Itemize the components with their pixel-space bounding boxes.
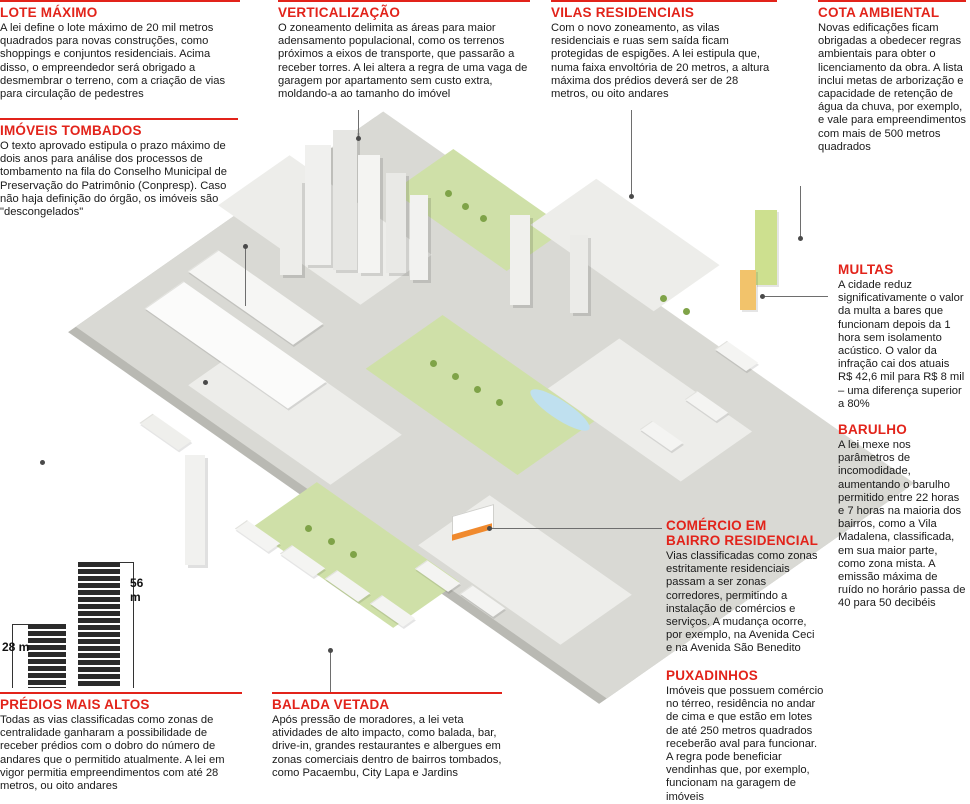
- height-label-28m: 28 m: [2, 640, 30, 654]
- callout-rule: [818, 0, 966, 2]
- office-tower: [510, 215, 530, 305]
- residential-tower: [358, 155, 380, 273]
- leader-dot-multas: [760, 294, 765, 299]
- callout-verticalizacao: [278, 0, 530, 101]
- tree: [305, 525, 312, 532]
- callout-multas: [838, 262, 966, 411]
- tree: [328, 538, 335, 545]
- leader-line-verticalizacao: [358, 110, 359, 138]
- leader-dot-imoveis: [203, 380, 208, 385]
- leader-line-cota: [800, 186, 801, 238]
- tree: [445, 190, 452, 197]
- leader-dot-cota: [798, 236, 803, 241]
- residential-tower: [280, 180, 302, 275]
- tree: [430, 360, 437, 367]
- leader-dot-vilas: [629, 194, 634, 199]
- tree: [462, 203, 469, 210]
- leader-line-comercio: [490, 528, 662, 529]
- leader-line-lote: [245, 246, 246, 306]
- callout-comercio-bairro-residencial: [666, 518, 820, 656]
- tree: [452, 373, 459, 380]
- callout-rule: [278, 0, 530, 2]
- residential-tower: [410, 195, 428, 280]
- leader-dot-predios: [40, 460, 45, 465]
- callout-rule: [0, 118, 238, 120]
- isolated-tower: [185, 455, 205, 565]
- tree: [496, 399, 503, 406]
- callout-title: BARULHO: [838, 422, 907, 437]
- callout-rule: [0, 692, 242, 694]
- tree: [683, 308, 690, 315]
- callout-title: VILAS RESIDENCIAIS: [551, 5, 695, 20]
- residential-tower: [305, 145, 331, 265]
- callout-body: Com o novo zoneamento, as vilas residenciais e ruas sem saída ficam protegidas de espigões. A lei estipula que, numa faixa envoltória de 20 metros, a altura máxima dos prédios deverá ser de 28 metros, ou oito andares: [551, 22, 770, 101]
- green-facade-building: [755, 210, 777, 285]
- callout-rule: [272, 692, 502, 694]
- callout-body: Todas as vias classificadas como zonas de centralidade ganharam a possibilidade de receber prédios com o dobro do número de andares que o permitido atualmente. A lei em vigor permitia empreendimentos com até 28 metros, ou oito andares: [0, 714, 225, 793]
- callout-body: A cidade reduz significativamente o valor da multa a bares que funcionam depois da 1 hora sem isolamento acústico. O valor da infração cai dos atuais R$ 42,6 mil para R$ 8 mil – uma diferença superior a 80%: [838, 279, 965, 410]
- building-28m-windows: [28, 624, 66, 688]
- leader-line-vilas: [631, 110, 632, 196]
- residential-tower: [333, 130, 357, 270]
- callout-balada-vetada: [272, 692, 502, 780]
- building-56m: [78, 562, 120, 688]
- callout-cota-ambiental: [818, 0, 966, 154]
- callout-body: Vias classificadas como zonas estritamente residenciais passam a ser zonas corredores, permitindo a instalação de comércios e serviços. A mudança ocorre, por exemplo, na Avenida Ceci e na Avenida São Benedito: [666, 550, 818, 655]
- office-tower: [570, 235, 588, 313]
- callout-body: Novas edificações ficam obrigadas a obedecer regras ambientais para obter o licenciamento da obra. A lista inclui metas de arborização e capacidade de retenção de água da chuva, por exemplo, e vale para empreendimentos com mais de 500 metros quadrados: [818, 22, 967, 153]
- callout-rule: [551, 0, 777, 2]
- low-house: [139, 414, 191, 450]
- height-axis-28m: [12, 624, 13, 688]
- callout-body: A lei define o lote máximo de 20 mil metros quadrados para novas construções, como shoppings e conjuntos residenciais. Acima disso, o empreendedor será obrigado a desmembrar o terreno, com a criação de vias para circulação de pedestres: [0, 22, 226, 101]
- tree: [480, 215, 487, 222]
- leader-dot-lote: [243, 244, 248, 249]
- callout-imoveis-tombados: [0, 118, 238, 219]
- leader-dot-balada: [328, 648, 333, 653]
- building-height-comparison: [0, 548, 150, 688]
- callout-title: IMÓVEIS TOMBADOS: [0, 123, 142, 138]
- callout-barulho: [838, 422, 966, 611]
- callout-title: COTA AMBIENTAL: [818, 5, 940, 20]
- callout-puxadinhos: [666, 668, 824, 804]
- leader-dot-comercio: [487, 526, 492, 531]
- callout-body: O texto aprovado estipula o prazo máximo de dois anos para análise dos processos de tombamento na fila do Conselho Municipal de Preservação do Patrimônio (Conpresp). Caso não haja definição do órgão, os imóveis são "descongelados": [0, 140, 227, 219]
- callout-title: LOTE MÁXIMO: [0, 5, 98, 20]
- callout-title: COMÉRCIO EM BAIRRO RESIDENCIAL: [666, 518, 819, 548]
- residential-tower: [386, 173, 406, 273]
- callout-lote-maximo: [0, 0, 240, 101]
- yellow-facade-building: [740, 270, 756, 310]
- leader-line-multas: [762, 296, 828, 297]
- callout-body: A lei mexe nos parâmetros de incomodidade, aumentando o barulho permitido entre 22 horas e 7 horas na maioria dos bairros, como a Vila Madalena, classificada, em sua maior parte, como zona mista. A emissão máxima de ruído no horário passa de 40 para 50 decibéis: [838, 439, 966, 610]
- callout-title: BALADA VETADA: [272, 697, 390, 712]
- callout-vilas-residenciais: [551, 0, 777, 101]
- callout-body: O zoneamento delimita as áreas para maior adensamento populacional, como os terrenos próximos a eixos de transporte, que passarão a receber torres. A lei altera a regra de uma vaga de garagem por apartamento sem custo extra, moldando-a ao tamanho do imóvel: [278, 22, 528, 101]
- callout-body: Imóveis que possuem comércio no térreo, residência no andar de cima e que estão em lotes de até 250 metros quadrados receberão aval para funcionar. A regra pode beneficiar vendinhas que, por exemplo, funcionam na garagem de imóveis: [666, 685, 824, 803]
- height-tick-28m: [12, 624, 28, 625]
- callout-rule: [0, 0, 240, 2]
- tree: [660, 295, 667, 302]
- height-tick-56m: [120, 562, 134, 563]
- leader-line-balada: [330, 650, 331, 692]
- callout-title: PUXADINHOS: [666, 668, 759, 683]
- callout-title: PRÉDIOS MAIS ALTOS: [0, 697, 150, 712]
- callout-body: Após pressão de moradores, a lei veta atividades de alto impacto, como balada, bar, drive-in, grandes restaurantes e albergues em zonas comerciais dentro de bairros tombados, como Pacaembu, City Lapa e Jardins: [272, 714, 502, 779]
- tree: [474, 386, 481, 393]
- callout-predios-mais-altos: [0, 692, 242, 793]
- leader-dot-verticalizacao: [356, 136, 361, 141]
- callout-title: VERTICALIZAÇÃO: [278, 5, 401, 20]
- callout-title: MULTAS: [838, 262, 894, 277]
- height-label-56m: 56 m: [130, 576, 144, 604]
- tree: [350, 551, 357, 558]
